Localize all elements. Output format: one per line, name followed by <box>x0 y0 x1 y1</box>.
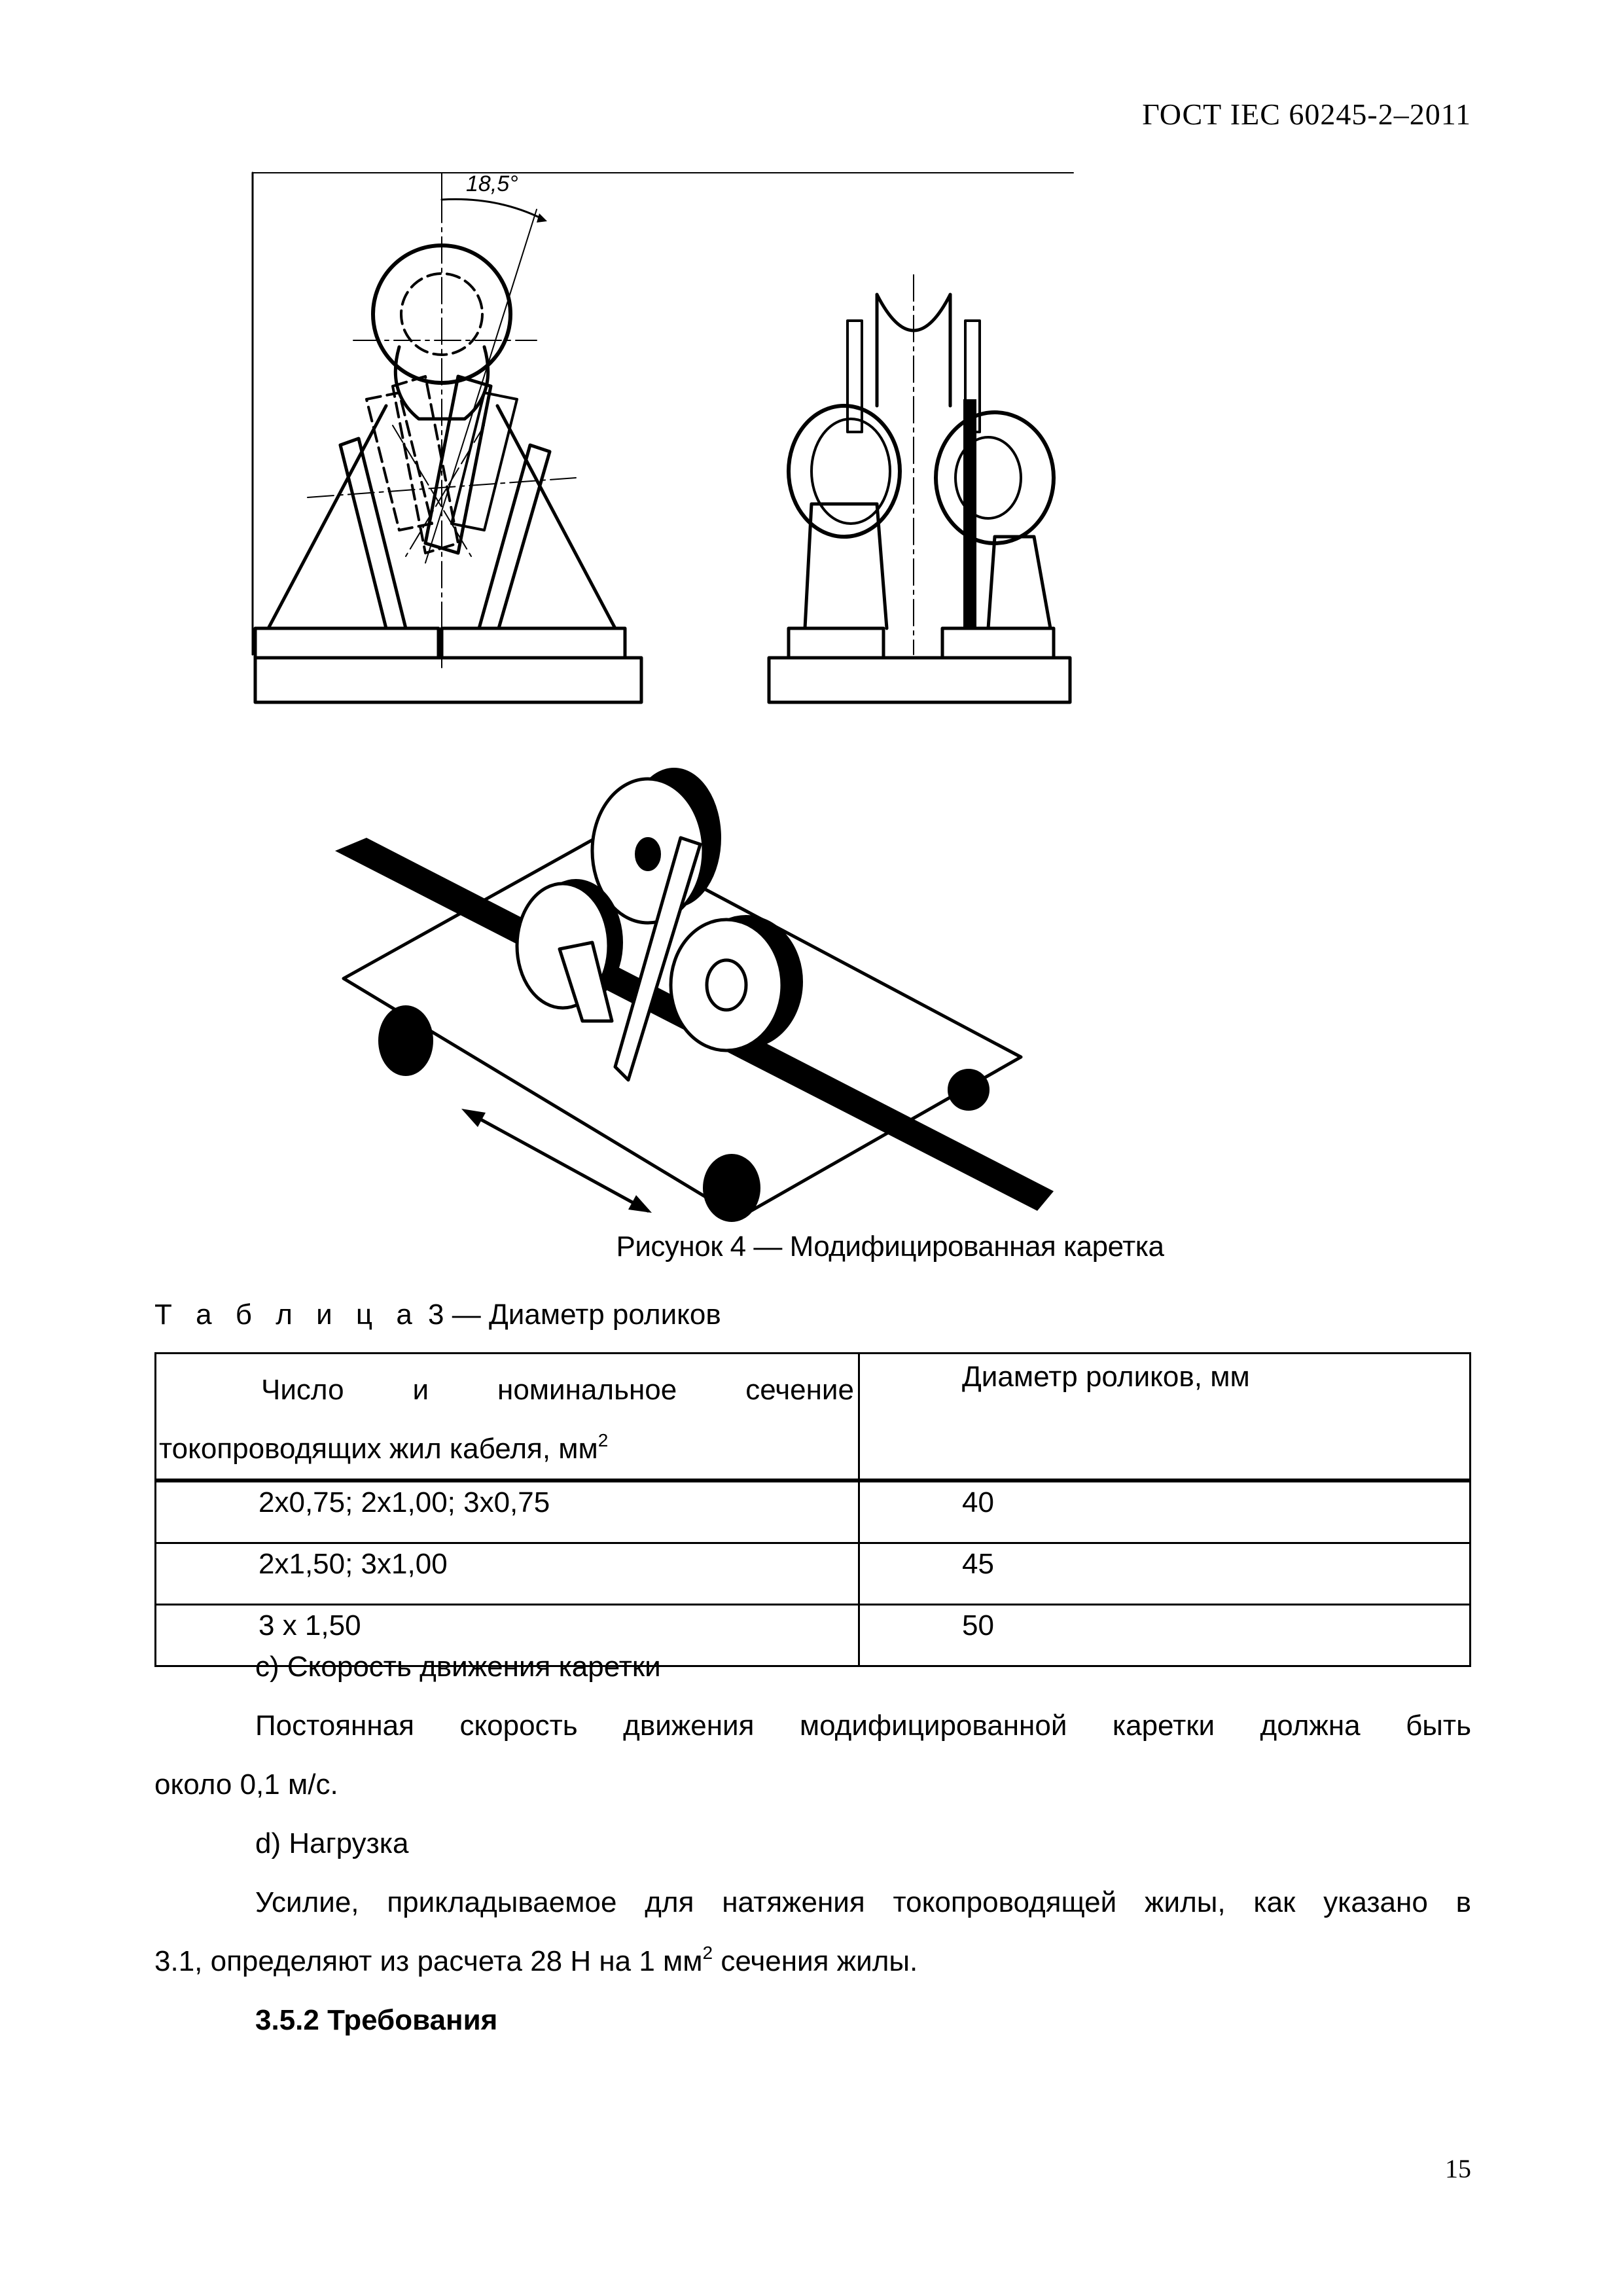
table-title-text: 3 — Диаметр роликов <box>419 1299 721 1331</box>
figure-caption: Рисунок 4 — Модифицированная каретка <box>616 1230 1164 1263</box>
cell-section: 2x0,75; 2x1,00; 3x0,75 <box>156 1480 859 1543</box>
rollers-table <box>154 1352 1471 1667</box>
table-title-label: Т а б л и ц а <box>154 1299 420 1331</box>
para-c-line1: Постоянная скорость движения модифицированной каретки должна быть <box>255 1710 1471 1742</box>
cell-section: 3 x 1,50 <box>156 1605 859 1666</box>
item-d-heading: d) Нагрузка <box>255 1827 409 1859</box>
header-sup: 2 <box>597 1430 609 1450</box>
section-heading: 3.5.2 Требования <box>255 2004 498 2036</box>
table-row <box>156 1543 1471 1605</box>
header-line2: токопроводящих жил кабеля, мм <box>159 1433 598 1465</box>
para-d-text: 3.1, определяют из расчета 28 Н на 1 мм <box>154 1945 703 1977</box>
table-title <box>154 1299 721 1331</box>
header-word: и <box>412 1374 429 1406</box>
table-row <box>156 1480 1471 1543</box>
para-c-line2: около 0,1 м/с. <box>154 1768 338 1801</box>
para-d-line2 <box>154 1932 1471 1991</box>
cell-diameter: 45 <box>859 1543 1471 1605</box>
header-word: номинальное <box>497 1374 677 1406</box>
para-d-sup: 2 <box>702 1943 713 1963</box>
header-word: Число <box>261 1374 344 1406</box>
header-cell-section <box>156 1354 859 1481</box>
header-word: сечение <box>745 1374 854 1406</box>
cell-section: 2x1,50; 3x1,00 <box>156 1543 859 1605</box>
page-number: 15 <box>1445 2154 1471 2183</box>
cell-diameter: 50 <box>859 1605 1471 1666</box>
cell-diameter: 40 <box>859 1480 1471 1543</box>
header-cell-diameter: Диаметр роликов, мм <box>859 1354 1471 1481</box>
para-d-text-end: сечения жилы. <box>713 1945 918 1977</box>
para-d-line1: Усилие, прикладываемое для натяжения токопроводящей жилы, как указано в <box>255 1886 1471 1918</box>
item-c-heading: с) Скорость движения каретки <box>255 1651 661 1683</box>
angle-label: 18,5° <box>466 171 518 196</box>
document-code: ГОСТ IEC 60245-2–2011 <box>1142 98 1471 131</box>
